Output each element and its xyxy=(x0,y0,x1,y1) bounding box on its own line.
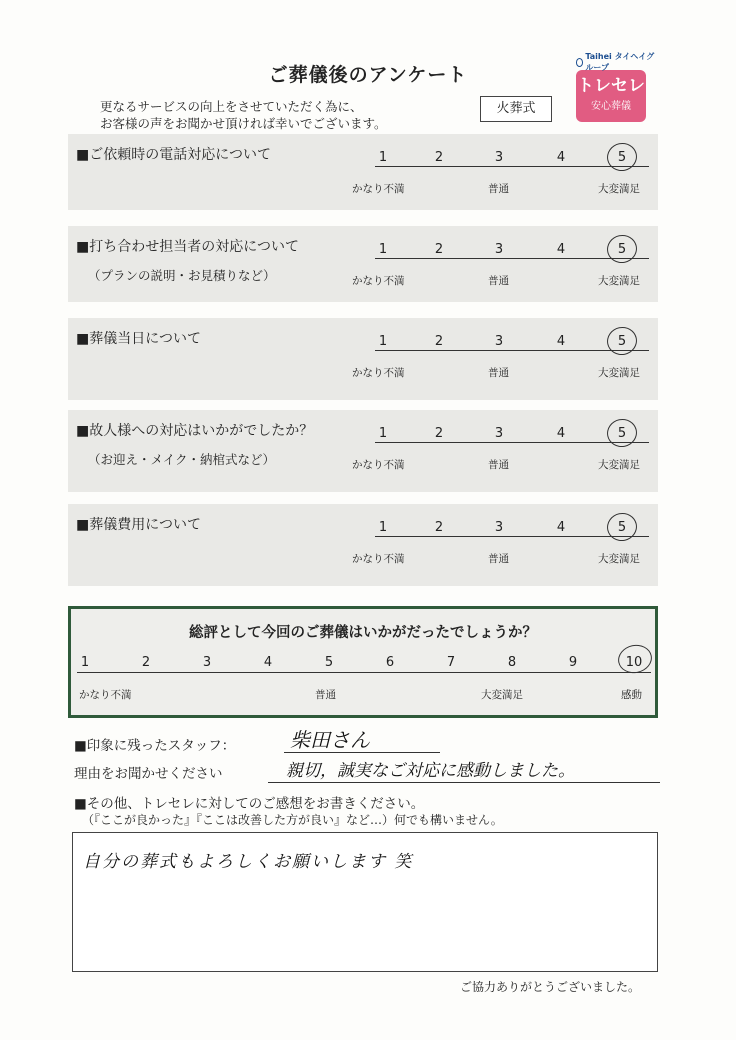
reason-label: 理由をお聞かせください xyxy=(74,766,223,782)
scale-label-mid: 普通 xyxy=(488,459,509,471)
scale-label-mid: 普通 xyxy=(488,183,509,195)
rating-scale-line xyxy=(375,442,649,443)
overall-label-low: かなり不満 xyxy=(79,689,132,701)
overall-scale-line xyxy=(77,672,651,673)
rating-option-2[interactable]: 2 xyxy=(434,520,444,535)
taihei-logo-icon xyxy=(576,58,583,67)
selected-rating-circle xyxy=(604,140,639,174)
rating-option-4[interactable]: 4 xyxy=(556,520,566,535)
overall-option-5[interactable]: 5 xyxy=(324,655,334,670)
rating-option-1[interactable]: 1 xyxy=(378,426,388,441)
question-title: ■ご依頼時の電話対応について xyxy=(76,147,271,163)
rating-option-5[interactable]: 5 xyxy=(617,520,627,535)
overall-option-10[interactable]: 10 xyxy=(625,655,643,670)
overall-option-8[interactable]: 8 xyxy=(507,655,517,670)
overall-option-4[interactable]: 4 xyxy=(263,655,273,670)
overall-title: 総評として今回のご葬儀はいかがだったでしょうか？ xyxy=(189,625,537,641)
overall-option-3[interactable]: 3 xyxy=(202,655,212,670)
rating-option-1[interactable]: 1 xyxy=(378,242,388,257)
selected-rating-circle xyxy=(604,510,639,544)
scale-label-mid: 普通 xyxy=(488,553,509,565)
scale-label-high: 大変満足 xyxy=(598,553,640,565)
overall-option-7[interactable]: 7 xyxy=(446,655,456,670)
rating-option-2[interactable]: 2 xyxy=(434,242,444,257)
question-title: ■葬儀費用について xyxy=(76,517,201,533)
question-box xyxy=(68,504,658,586)
rating-option-4[interactable]: 4 xyxy=(556,426,566,441)
overall-label-high: 大変満足 xyxy=(481,689,523,701)
overall-option-2[interactable]: 2 xyxy=(141,655,151,670)
rating-option-5[interactable]: 5 xyxy=(617,334,627,349)
rating-scale-line xyxy=(375,258,649,259)
intro-line-2: お客様の声をお聞かせ頂ければ幸いでございます。 xyxy=(100,116,387,131)
question-title: ■打ち合わせ担当者の対応について xyxy=(76,239,299,255)
staff-underline xyxy=(284,752,440,753)
scale-label-low: かなり不満 xyxy=(352,183,405,195)
logo-sub: 安心葬儀 xyxy=(591,101,631,112)
question-box xyxy=(68,318,658,400)
other-note: （『ここが良かった』『ここは改善した方が良い』など…）何でも構いません。 xyxy=(82,813,503,827)
question-box xyxy=(68,410,658,492)
overall-label-top: 感動 xyxy=(621,689,642,701)
rating-option-5[interactable]: 5 xyxy=(617,150,627,165)
intro-line-1: 更なるサービスの向上をさせていただく為に、 xyxy=(100,99,363,114)
selected-rating-circle xyxy=(604,416,639,450)
rating-option-1[interactable]: 1 xyxy=(378,150,388,165)
rating-option-2[interactable]: 2 xyxy=(434,150,444,165)
rating-option-5[interactable]: 5 xyxy=(617,242,627,257)
ceremony-type-badge: 火葬式 xyxy=(480,96,552,122)
overall-rating-box xyxy=(68,606,658,718)
rating-option-5[interactable]: 5 xyxy=(617,426,627,441)
rating-option-3[interactable]: 3 xyxy=(494,520,504,535)
overall-option-1[interactable]: 1 xyxy=(80,655,90,670)
selected-rating-circle xyxy=(604,232,639,266)
scale-label-high: 大変満足 xyxy=(598,367,640,379)
rating-option-2[interactable]: 2 xyxy=(434,426,444,441)
comment-text: 自分の葬式もよろしくお願いします 笑 xyxy=(83,852,414,872)
staff-value[interactable]: 柴田さん xyxy=(290,728,370,752)
overall-option-9[interactable]: 9 xyxy=(568,655,578,670)
question-box xyxy=(68,226,658,302)
thanks-text: ご協力ありがとうございました。 xyxy=(460,980,641,994)
rating-option-1[interactable]: 1 xyxy=(378,334,388,349)
overall-option-6[interactable]: 6 xyxy=(385,655,395,670)
staff-label: ■印象に残ったスタッフ： xyxy=(74,738,236,754)
logo-brand-text: Taihei タイヘイグループ xyxy=(585,52,655,72)
comment-box[interactable] xyxy=(72,832,658,972)
logo-badge xyxy=(576,70,646,122)
scale-label-low: かなり不満 xyxy=(352,553,405,565)
scale-label-low: かなり不満 xyxy=(352,275,405,287)
company-logo xyxy=(576,52,656,122)
rating-scale-line xyxy=(375,350,649,351)
page-title: ご葬儀後のアンケート xyxy=(268,64,468,86)
rating-option-4[interactable]: 4 xyxy=(556,334,566,349)
overall-label-mid: 普通 xyxy=(315,689,336,701)
rating-scale-line xyxy=(375,536,649,537)
question-subtitle: （プランの説明・お見積りなど） xyxy=(88,268,276,283)
rating-option-3[interactable]: 3 xyxy=(494,242,504,257)
reason-underline xyxy=(268,782,660,783)
scale-label-high: 大変満足 xyxy=(598,275,640,287)
reason-value[interactable]: 親切，誠実なご対応に感動しました。 xyxy=(286,761,575,781)
scale-label-high: 大変満足 xyxy=(598,183,640,195)
rating-option-4[interactable]: 4 xyxy=(556,242,566,257)
rating-option-3[interactable]: 3 xyxy=(494,334,504,349)
selected-rating-circle xyxy=(604,324,639,358)
rating-scale-line xyxy=(375,166,649,167)
rating-option-2[interactable]: 2 xyxy=(434,334,444,349)
other-label: ■その他、トレセレに対してのご感想をお書きください。 xyxy=(74,796,425,812)
question-box xyxy=(68,134,658,210)
scale-label-high: 大変満足 xyxy=(598,459,640,471)
rating-option-3[interactable]: 3 xyxy=(494,150,504,165)
rating-option-1[interactable]: 1 xyxy=(378,520,388,535)
question-title: ■故人様への対応はいかがでしたか？ xyxy=(76,423,314,439)
scale-label-low: かなり不満 xyxy=(352,367,405,379)
scale-label-mid: 普通 xyxy=(488,367,509,379)
scale-label-low: かなり不満 xyxy=(352,459,405,471)
scale-label-mid: 普通 xyxy=(488,275,509,287)
question-subtitle: （お迎え・メイク・納棺式など） xyxy=(88,452,276,467)
rating-option-3[interactable]: 3 xyxy=(494,426,504,441)
question-title: ■葬儀当日について xyxy=(76,331,201,347)
logo-name: トレセレ xyxy=(577,76,645,96)
rating-option-4[interactable]: 4 xyxy=(556,150,566,165)
